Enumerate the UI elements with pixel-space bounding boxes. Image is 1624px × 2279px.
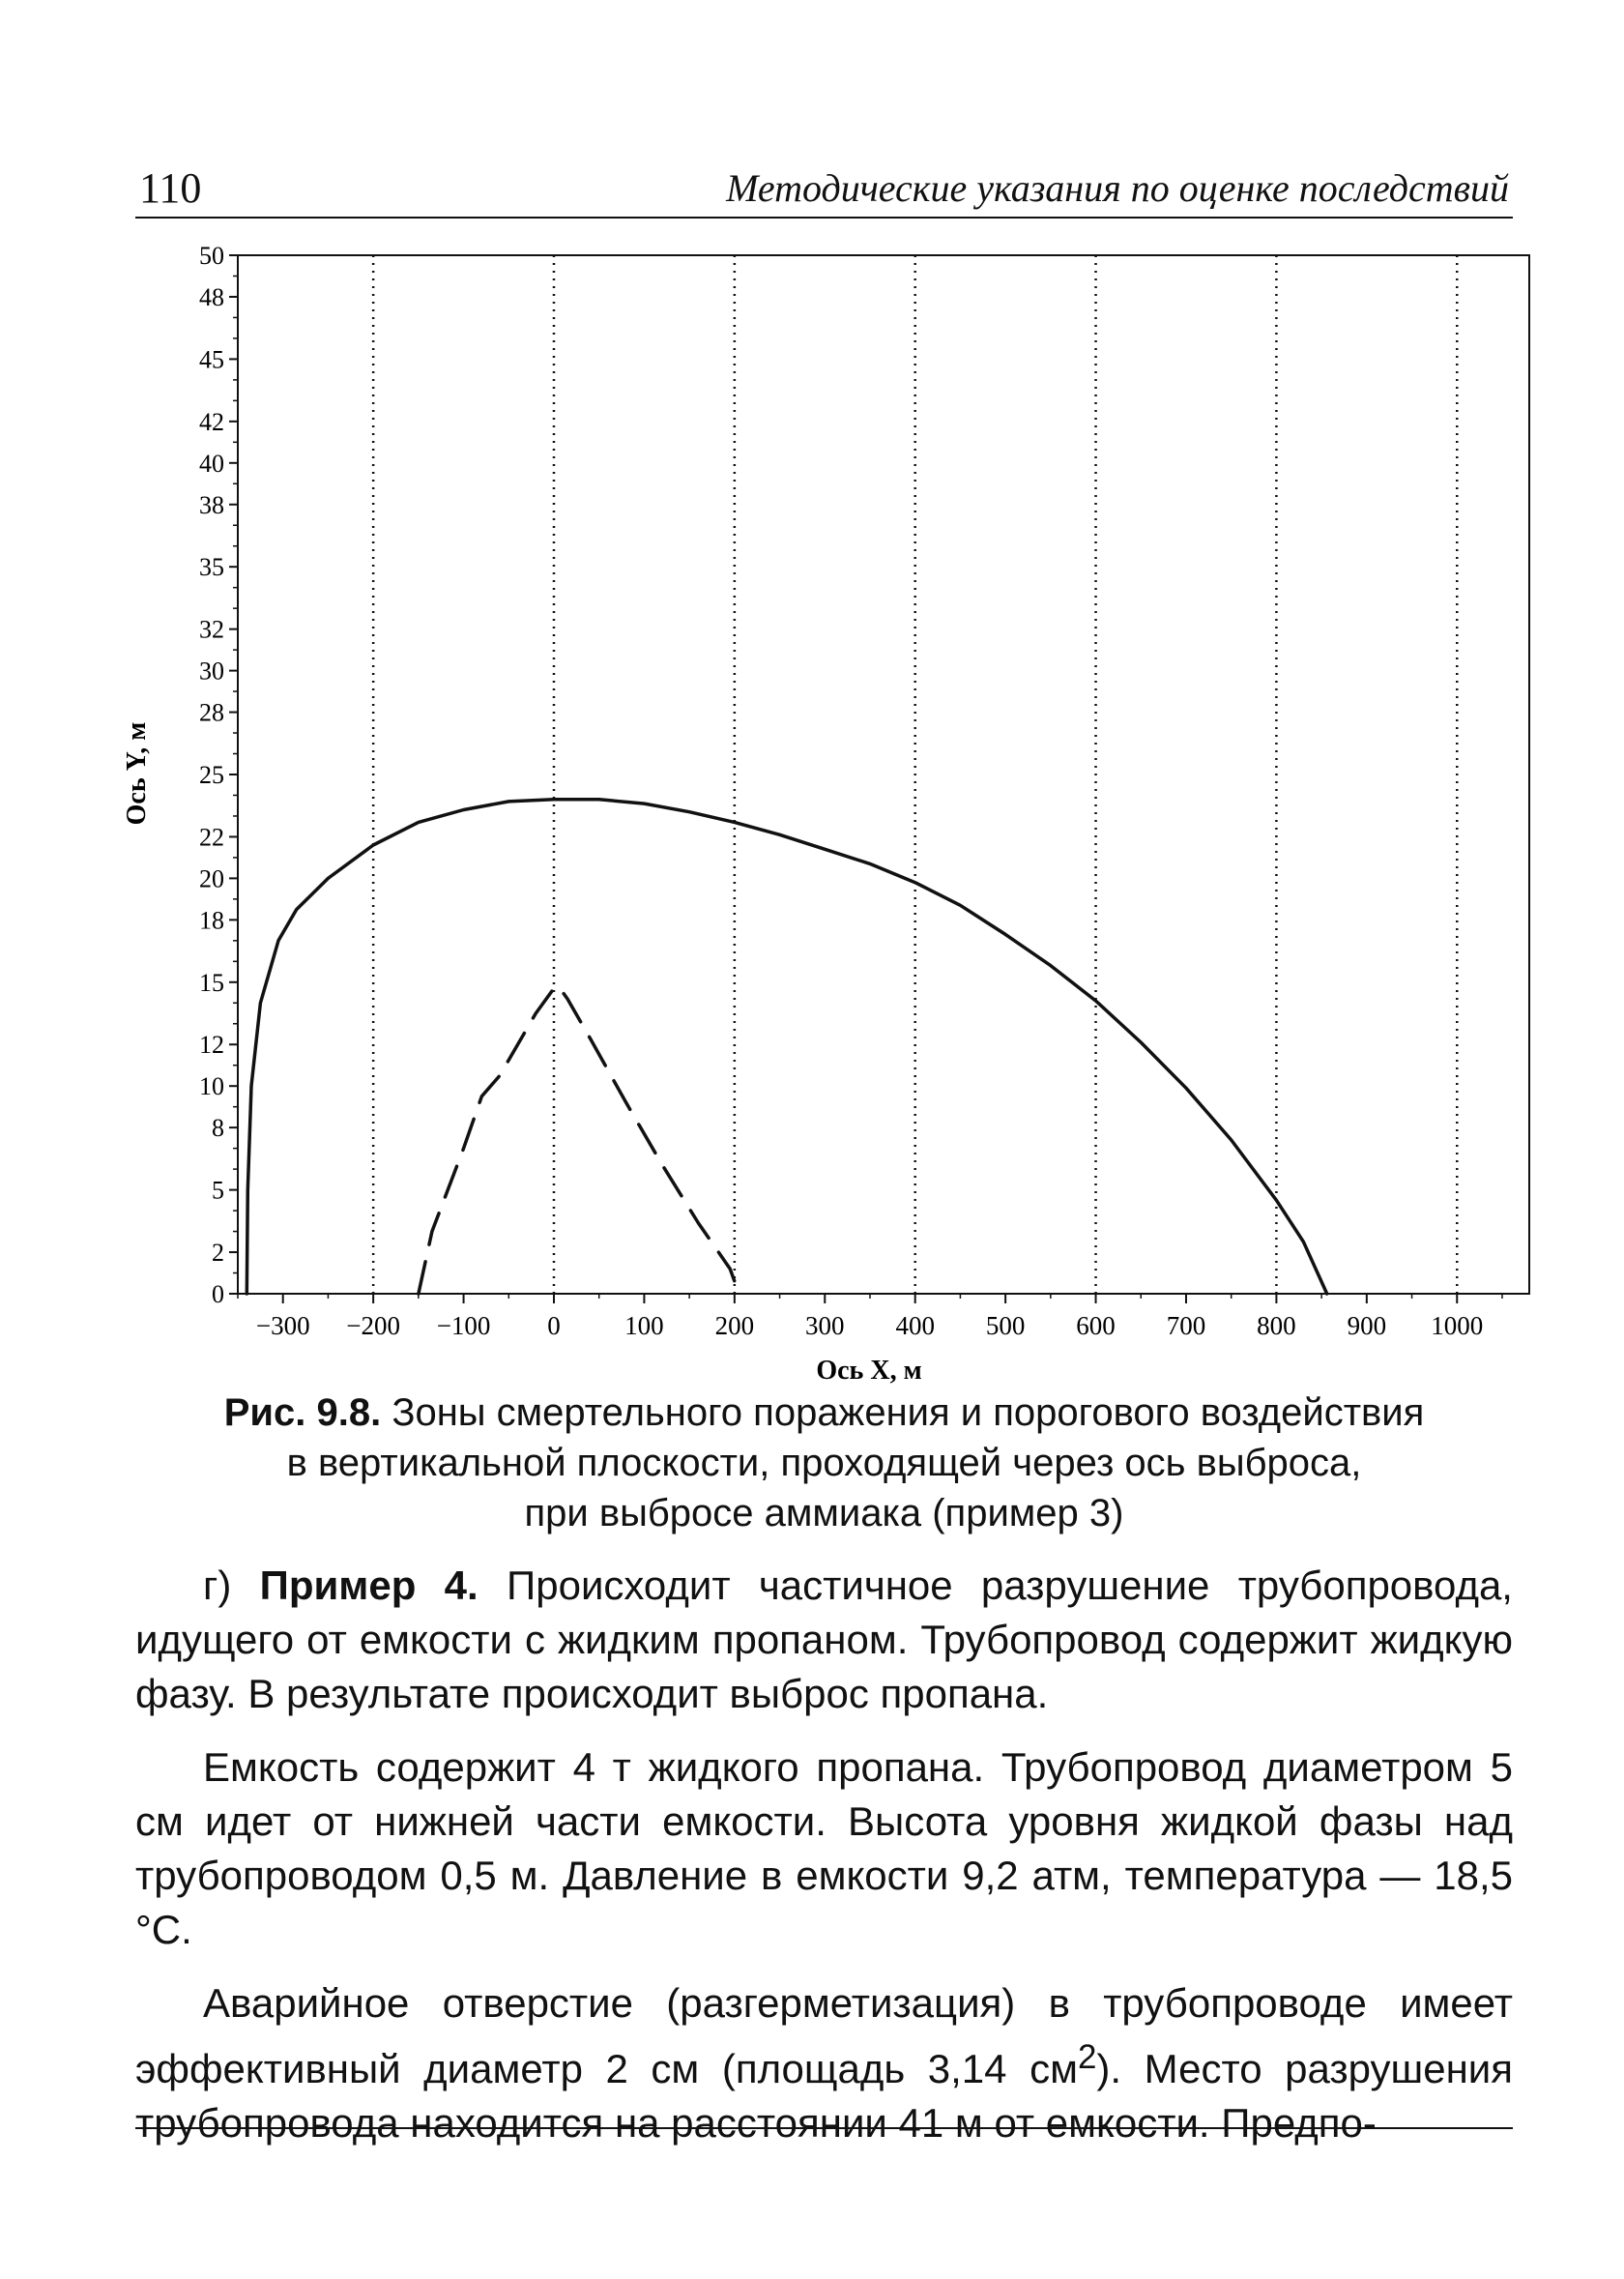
caption-text-1: Зоны смертельного поражения и порогового воздействия <box>392 1391 1425 1434</box>
superscript-2: 2 <box>1077 2038 1097 2076</box>
x-tick-label: 400 <box>895 1311 935 1340</box>
caption-line-3: при выбросе аммиака (пример 3) <box>524 1492 1124 1534</box>
y-tick-label: 32 <box>199 615 224 644</box>
solid-zone-curve <box>246 800 1326 1294</box>
x-tick-label: 600 <box>1076 1311 1116 1340</box>
x-tick-label: 300 <box>805 1311 845 1340</box>
y-tick-label: 0 <box>212 1280 224 1308</box>
x-tick-label: −100 <box>436 1311 491 1340</box>
y-tick-label: 20 <box>199 864 224 893</box>
x-tick-label: 700 <box>1166 1311 1206 1340</box>
x-tick-label: 100 <box>624 1311 664 1340</box>
caption-line-2: в вертикальной плоскости, проходящей через ось выброса, <box>286 1442 1362 1484</box>
y-tick-label: 10 <box>199 1072 224 1101</box>
x-tick-label: 1000 <box>1431 1311 1484 1340</box>
y-tick-label: 48 <box>199 282 224 311</box>
y-tick-label: 38 <box>199 490 224 519</box>
paragraph-3 <box>135 1976 1513 2150</box>
paragraph-3-text-b: ). Место разрушения трубопровода находится на расстоянии 41 м от емкости. Предпо- <box>135 2046 1513 2146</box>
y-tick-label: 15 <box>199 968 224 997</box>
zones-chart <box>97 232 1547 1392</box>
figure-9-8 <box>97 232 1547 1392</box>
paragraph-3-text-a: Аварийное отверстие (разгерметизация) в трубопроводе имеет эффективный диаметр 2 см (площадь 3,14 см <box>135 1980 1513 2091</box>
example-heading: Пример 4. <box>259 1563 478 1608</box>
x-tick-label: 800 <box>1257 1311 1296 1340</box>
paragraph-1-text: Происходит частичное разрушение трубопровода, идущего от емкости с жидким пропаном. Трубопровод содержит жидкую фазу. В результате происходит выброс пропана. <box>135 1563 1513 1716</box>
y-tick-label: 35 <box>199 553 224 582</box>
y-tick-label: 18 <box>199 906 224 935</box>
y-tick-label: 45 <box>199 345 224 374</box>
y-tick-label: 30 <box>199 657 224 686</box>
bottom-rule <box>135 2127 1513 2129</box>
y-tick-label: 5 <box>212 1176 224 1205</box>
list-marker: г) <box>203 1563 260 1608</box>
paragraph-1 <box>135 1559 1513 1721</box>
running-title: Методические указания по оценке последствий <box>726 166 1509 210</box>
y-tick-label: 25 <box>199 761 224 789</box>
x-tick-label: 200 <box>714 1311 755 1340</box>
page-number: 110 <box>139 164 202 212</box>
y-tick-label: 42 <box>199 407 224 436</box>
y-tick-label: 40 <box>199 449 224 478</box>
y-tick-label: 50 <box>199 242 224 270</box>
y-tick-label: 12 <box>199 1031 224 1060</box>
y-tick-label: 28 <box>199 698 224 727</box>
caption-line-1 <box>135 1388 1513 1438</box>
plot-frame <box>238 255 1529 1294</box>
dashed-zone-curve <box>419 986 740 1294</box>
y-tick-label: 8 <box>212 1114 224 1143</box>
y-tick-label: 22 <box>199 823 224 852</box>
body-text <box>135 1559 1513 2170</box>
x-tick-label: 900 <box>1347 1311 1387 1340</box>
y-axis-label: Ось Y, м <box>122 721 152 826</box>
paragraph-2: Емкость содержит 4 т жидкого пропана. Трубопровод диаметром 5 см идет от нижней части емкости. Высота уровня жидкой фазы над трубопроводом 0,5 м. Давление в емкости 9,2 атм, температура — 18,5 °С. <box>135 1744 1513 1952</box>
y-tick-label: 2 <box>212 1239 224 1268</box>
x-tick-label: 0 <box>547 1311 561 1340</box>
page-header <box>135 162 1513 219</box>
x-tick-label: −200 <box>346 1311 401 1340</box>
x-axis-label: Ось X, м <box>816 1356 922 1386</box>
figure-caption <box>135 1388 1513 1538</box>
caption-label: Рис. 9.8. <box>223 1391 382 1434</box>
x-tick-label: 500 <box>985 1311 1026 1340</box>
x-tick-label: −300 <box>255 1311 310 1340</box>
